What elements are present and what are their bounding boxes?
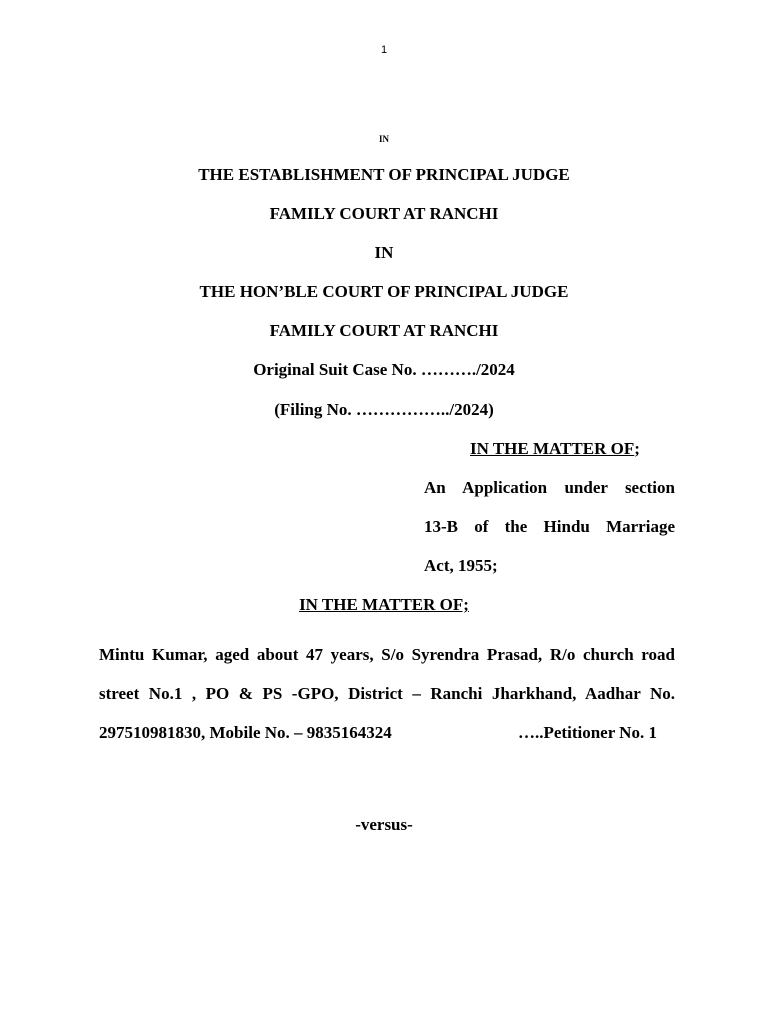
matter-heading-1: [470, 439, 640, 459]
petitioner-line-3: 297510981830, Mobile No. – 9835164324: [99, 723, 392, 742]
court-name-1: FAMILY COURT AT RANCHI: [269, 204, 499, 223]
matter-heading-2: IN THE MATTER OF;: [299, 595, 469, 614]
small-in-label: IN: [378, 134, 389, 144]
filing-number: (Filing No. ……………../2024): [274, 400, 494, 419]
matter-heading-1-text: IN THE MATTER OF: [470, 439, 635, 458]
in-label: IN: [374, 243, 394, 262]
court-name-2: FAMILY COURT AT RANCHI: [269, 321, 499, 340]
application-line-2: 13-B of the Hindu Marriage: [424, 517, 675, 536]
petitioner-line-1: Mintu Kumar, aged about 47 years, S/o Syrendra Prasad, R/o church road: [99, 645, 675, 664]
suit-case-number: Original Suit Case No. ………./2024: [253, 360, 515, 379]
establishment-title: THE ESTABLISHMENT OF PRINCIPAL JUDGE: [198, 165, 570, 184]
versus-label: -versus-: [355, 815, 413, 834]
petitioner-line-2: street No.1 , PO & PS -GPO, District – Ranchi Jharkhand, Aadhar No.: [99, 684, 675, 703]
honble-court-title: THE HON’BLE COURT OF PRINCIPAL JUDGE: [199, 282, 569, 301]
application-line-1: An Application under section: [424, 478, 675, 497]
page-number: 1: [380, 44, 388, 56]
matter-heading-1-suffix: ;: [634, 439, 640, 458]
petitioner-role: …..Petitioner No. 1: [518, 723, 657, 742]
application-line-3: Act, 1955;: [424, 556, 498, 575]
